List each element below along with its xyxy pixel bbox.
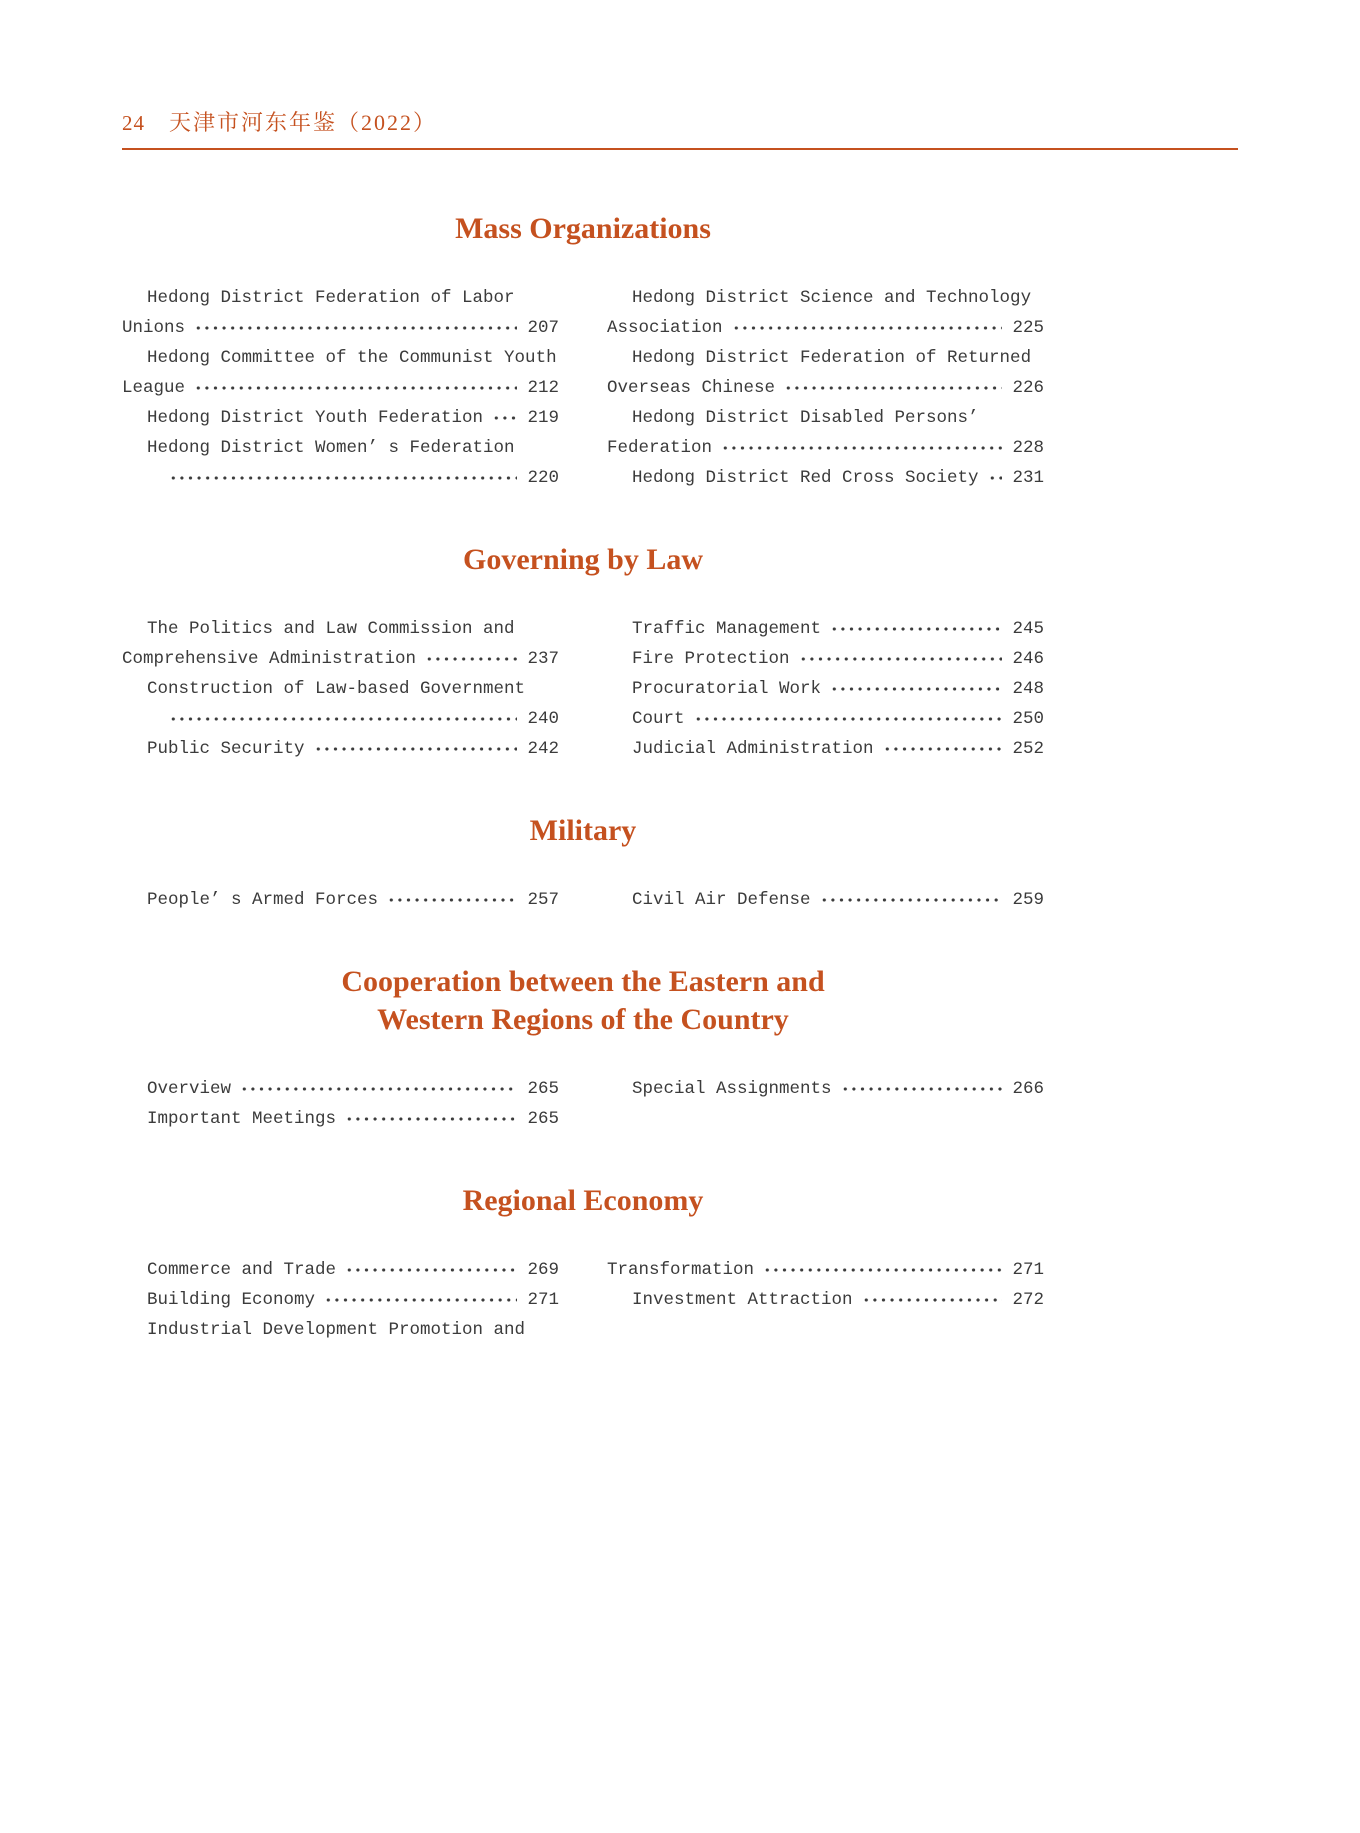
toc-entry-line	[607, 734, 1044, 764]
page-number: 271	[527, 1290, 559, 1310]
entry-text: Hedong District Federation of Returned	[632, 348, 1032, 368]
page-number: 266	[1012, 1079, 1044, 1099]
entry-text: Public Security	[147, 739, 305, 759]
entry-text: Procuratorial Work	[632, 679, 822, 699]
toc-entry-line	[122, 1104, 559, 1134]
entry-text: Hedong District Disabled Persons’	[632, 408, 979, 428]
toc-columns	[122, 1074, 1044, 1134]
header-rule-divider	[122, 148, 1238, 150]
page-number: 212	[527, 378, 559, 398]
right-column	[607, 283, 1044, 493]
entry-text: Hedong District Red Cross Society	[632, 468, 979, 488]
page-number: 228	[1012, 438, 1044, 458]
dot-leader	[240, 1074, 517, 1104]
entry-text: Overview	[147, 1079, 232, 1099]
toc-entry-line	[607, 1285, 1044, 1315]
page-number-label: 24	[122, 111, 145, 135]
dot-leader	[345, 1255, 517, 1285]
page-number: 265	[527, 1079, 559, 1099]
section-heading-governing-by-law: Governing by Law	[462, 543, 704, 576]
page-number: 245	[1012, 619, 1044, 639]
toc-content	[122, 210, 1044, 1345]
dot-leader	[492, 403, 517, 433]
dot-leader	[732, 313, 1003, 343]
toc-entry-line	[607, 373, 1044, 403]
toc-entry-line	[607, 463, 1044, 493]
dot-leader	[988, 463, 1003, 493]
section-military	[122, 812, 1044, 915]
section-cooperation-eastern-western	[122, 963, 1044, 1134]
dot-leader	[820, 885, 1003, 915]
toc-entry-line	[122, 704, 559, 734]
toc-entry-line	[122, 283, 559, 313]
entry-text: Overseas Chinese	[607, 378, 776, 398]
entry-text: Commerce and Trade	[147, 1260, 337, 1280]
toc-entry-line	[122, 403, 559, 433]
toc-entry-line	[122, 734, 559, 764]
dot-leader	[862, 1285, 1003, 1315]
right-column	[607, 885, 1044, 915]
page-number: 252	[1012, 739, 1044, 759]
toc-entry-line	[607, 614, 1044, 644]
dot-leader	[345, 1104, 517, 1134]
dot-leader	[830, 614, 1002, 644]
section-regional-economy	[122, 1182, 1044, 1345]
right-column	[607, 614, 1044, 764]
toc-entry-line	[607, 674, 1044, 704]
dot-leader	[314, 734, 518, 764]
section-heading-mass-organizations: Mass Organizations	[455, 212, 711, 245]
page-number: 242	[527, 739, 559, 759]
dot-leader	[194, 313, 517, 343]
page-number: 248	[1012, 679, 1044, 699]
page-number: 269	[527, 1260, 559, 1280]
toc-entry-line	[122, 1074, 559, 1104]
dot-leader	[721, 433, 1002, 463]
toc-entry-line	[122, 373, 559, 403]
toc-entry-line	[122, 463, 559, 493]
toc-entry-line	[122, 644, 559, 674]
toc-entry-line	[122, 313, 559, 343]
entry-text: Fire Protection	[632, 649, 790, 669]
entry-text: League	[122, 378, 186, 398]
dot-leader	[387, 885, 517, 915]
left-column	[122, 614, 559, 764]
toc-columns	[122, 283, 1044, 493]
toc-entry-line	[122, 343, 559, 373]
left-column	[122, 1255, 559, 1345]
section-governing-by-law	[122, 541, 1044, 764]
page-number: 226	[1012, 378, 1044, 398]
section-heading-military: Military	[529, 814, 637, 847]
entry-text: Construction of Law-based Government	[147, 679, 526, 699]
left-column	[122, 1074, 559, 1134]
dot-leader	[841, 1074, 1003, 1104]
entry-text: Traffic Management	[632, 619, 822, 639]
toc-entry-line	[607, 1074, 1044, 1104]
book-title: 天津市河东年鉴（2022）	[169, 110, 438, 135]
dot-leader	[784, 373, 1002, 403]
entry-text: Transformation	[607, 1260, 755, 1280]
entry-text: Civil Air Defense	[632, 890, 811, 910]
toc-entry-line	[607, 403, 1044, 433]
page-number: 219	[527, 408, 559, 428]
toc-entry-line	[122, 1255, 559, 1285]
page-number: 207	[527, 318, 559, 338]
entry-text: Hedong District Youth Federation	[147, 408, 484, 428]
section-mass-organizations	[122, 210, 1044, 493]
right-column	[607, 1255, 1044, 1345]
entry-text: Hedong District Science and Technology	[632, 288, 1032, 308]
entry-text: Judicial Administration	[632, 739, 874, 759]
page-number: 225	[1012, 318, 1044, 338]
dot-leader	[883, 734, 1003, 764]
page-number: 250	[1012, 709, 1044, 729]
page-number: 271	[1012, 1260, 1044, 1280]
toc-entry-line	[607, 644, 1044, 674]
toc-entry-line	[607, 283, 1044, 313]
page-number: 240	[527, 709, 559, 729]
toc-entry-line	[122, 614, 559, 644]
dot-leader	[169, 704, 517, 734]
toc-columns	[122, 885, 1044, 915]
toc-entry-line	[122, 433, 559, 463]
page-number: 265	[527, 1109, 559, 1129]
entry-text: Hedong District Federation of Labor	[147, 288, 515, 308]
toc-entry-line	[122, 674, 559, 704]
left-column	[122, 885, 559, 915]
entry-text: Federation	[607, 438, 713, 458]
toc-entry-line	[122, 1285, 559, 1315]
entry-text: Hedong District Women’ s Federation	[147, 438, 515, 458]
toc-entry-line	[607, 433, 1044, 463]
page-number: 272	[1012, 1290, 1044, 1310]
section-heading-regional-economy: Regional Economy	[462, 1184, 704, 1217]
toc-entry-line	[607, 1255, 1044, 1285]
dot-leader	[830, 674, 1002, 704]
page-number: 220	[527, 468, 559, 488]
entry-text: Unions	[122, 318, 186, 338]
dot-leader	[194, 373, 517, 403]
page-number: 246	[1012, 649, 1044, 669]
entry-text: Important Meetings	[147, 1109, 337, 1129]
page-number: 231	[1012, 468, 1044, 488]
toc-columns	[122, 1255, 1044, 1345]
entry-text: Court	[632, 709, 685, 729]
right-column	[607, 1074, 1044, 1134]
dot-leader	[169, 463, 517, 493]
entry-text: Industrial Development Promotion and	[147, 1320, 526, 1340]
entry-text: Comprehensive Administration	[122, 649, 417, 669]
page-number: 259	[1012, 890, 1044, 910]
dot-leader	[694, 704, 1003, 734]
dot-leader	[425, 644, 517, 674]
entry-text: Building Economy	[147, 1290, 316, 1310]
toc-entry-line	[607, 313, 1044, 343]
entry-text: Hedong Committee of the Communist Youth	[147, 348, 557, 368]
toc-entry-line	[607, 704, 1044, 734]
page-number: 257	[527, 890, 559, 910]
entry-text: The Politics and Law Commission and	[147, 619, 515, 639]
left-column	[122, 283, 559, 493]
dot-leader	[799, 644, 1003, 674]
entry-text: Investment Attraction	[632, 1290, 853, 1310]
toc-entry-line	[607, 885, 1044, 915]
dot-leader	[324, 1285, 517, 1315]
dot-leader	[763, 1255, 1002, 1285]
toc-columns	[122, 614, 1044, 764]
entry-text: People’ s Armed Forces	[147, 890, 379, 910]
toc-entry-line	[122, 1315, 559, 1345]
running-header	[122, 106, 1238, 137]
entry-text: Association	[607, 318, 723, 338]
section-heading-cooperation-eastern-western: Cooperation between the Eastern and Western Regions of the Country	[341, 965, 825, 1036]
page-number: 237	[527, 649, 559, 669]
toc-entry-line	[607, 343, 1044, 373]
entry-text: Special Assignments	[632, 1079, 832, 1099]
toc-entry-line	[122, 885, 559, 915]
